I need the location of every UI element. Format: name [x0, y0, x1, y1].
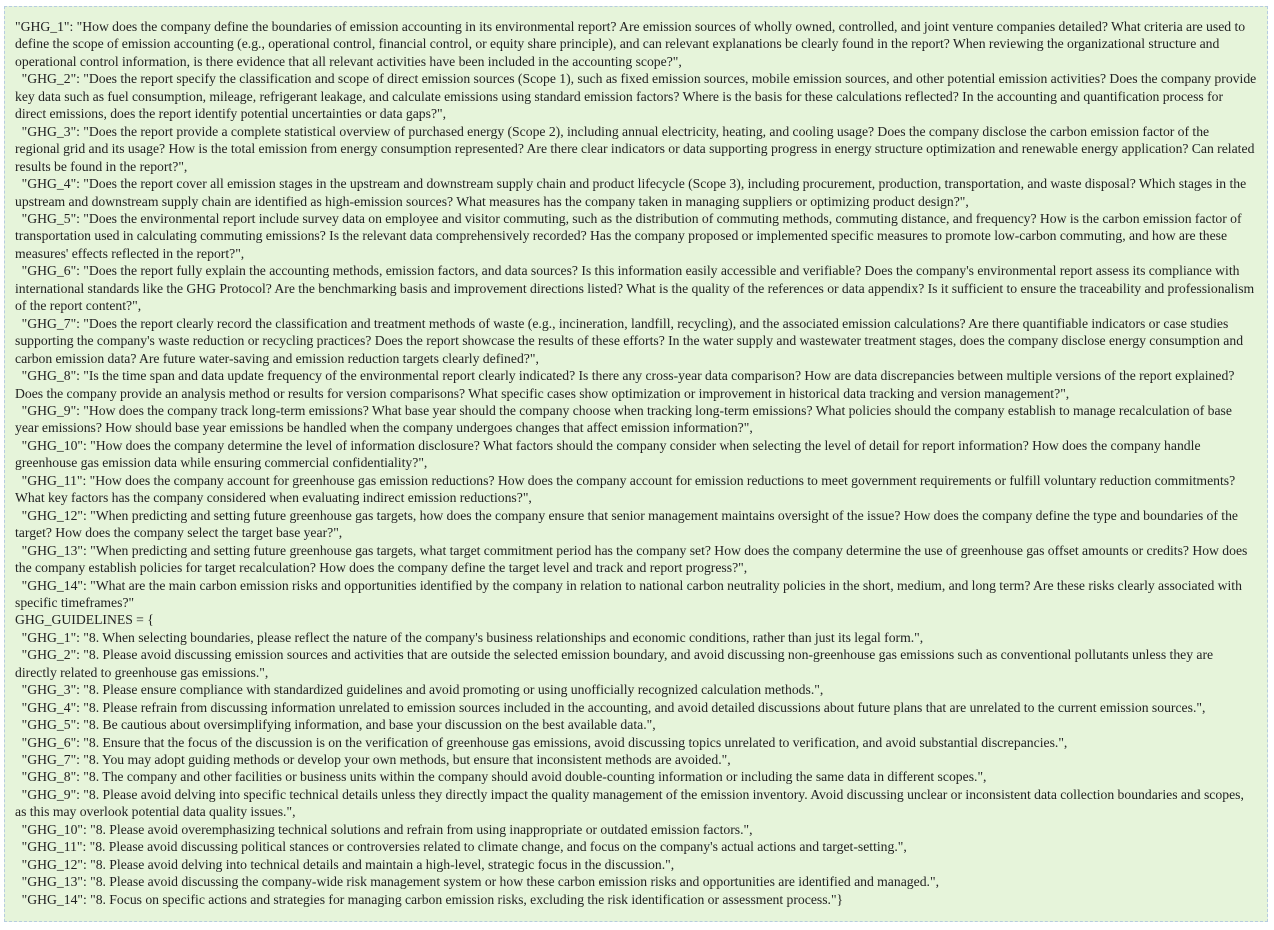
guidelines-header: GHG_GUIDELINES = { [15, 612, 154, 628]
guideline-entry: "GHG_12": "8. Please avoid delving into technical details and maintain a high-level, strategic focus in the discussion.", [15, 856, 675, 872]
code-text-panel [4, 6, 1268, 922]
question-entry: "GHG_4": "Does the report cover all emission stages in the upstream and downstream supply chain and product lifecycle (Scope 3), including procurement, production, transportation, and waste disposal? Which stages in the upstream and downstream supply chain are identified as high-emission sources? What measures has the company taken in managing suppliers or optimizing product design?", [15, 176, 1247, 209]
question-entry: "GHG_12": "When predicting and setting future greenhouse gas targets, how does the company ensure that senior management maintains oversight of the issue? How does the company define the type and boundaries of the target? How does the company select the target base year?", [15, 507, 1238, 541]
question-entry: "GHG_7": "Does the report clearly record the classification and treatment methods of waste (e.g., incineration, landfill, recycling), and the associated emission calculations? Are there quantifiable indicators or case studies supporting the company's waste reduction or recycling practices? Does the report showcase the results of these efforts? In the water supply and wastewater treatment stages, does the company disclose energy consumption and carbon emission data? Are future water-saving and emission reduction targets clearly defined?", [15, 315, 1244, 366]
question-entry: "GHG_9": "How does the company track long-term emissions? What base year should the company choose when tracking long-term emissions? What policies should the company establish to manage recalculation of base year emissions? How should base year emissions be handled when the company undergoes changes that affect emission information?", [15, 402, 1232, 436]
guideline-entry: "GHG_2": "8. Please avoid discussing emission sources and activities that are outside the selected emission boundary, and avoid discussing non-greenhouse gas emissions such as conventional pollutants unless they are directly related to greenhouse gas emissions.", [15, 647, 1214, 680]
questions-block [15, 18, 1257, 611]
question-entry: "GHG_3": "Does the report provide a complete statistical overview of purchased energy (Scope 2), including annual electricity, heating, and cooling usage? Does the company disclose the carbon emission factor of the regional grid and its usage? How is the total emission from energy consumption represented? Are there clear indicators or data supporting progress in energy structure optimization and renewable energy application? Can related results be found in the report?", [15, 123, 1255, 174]
question-entry: "GHG_5": "Does the environmental report include survey data on employee and visitor commuting, such as the distribution of commuting methods, commuting distance, and frequency? How is the carbon emission factor of transportation used in calculating commuting emissions? Is the relevant data comprehensively recorded? Has the company proposed or implemented specific measures to promote low-carbon commuting, and how are these measures' effects reflected in the report?", [15, 210, 1242, 261]
question-entry: "GHG_10": "How does the company determine the level of information disclosure? What factors should the company consider when selecting the level of detail for report information? How does the company handle greenhouse gas emission data while ensuring commercial confidentiality?", [15, 437, 1201, 471]
question-entry: "GHG_8": "Is the time span and data update frequency of the environmental report clearly indicated? Is there any cross-year data comparison? How are data discrepancies between multiple versions of the report explained? Does the company provide an analysis method or results for version comparisons? What specific cases show optimization or improvement in historical data tracking and version management?", [15, 368, 1235, 401]
guideline-entry: "GHG_6": "8. Ensure that the focus of the discussion is on the verification of greenhouse gas emissions, avoid discussing topics unrelated to verification, and avoid substantial discrepancies.", [15, 734, 1068, 750]
guideline-entry: "GHG_4": "8. Please refrain from discussing information unrelated to emission sources included in the accounting, and avoid detailed discussions about future plans that are unrelated to the current emission sources.", [15, 699, 1206, 715]
guideline-entry: "GHG_9": "8. Please avoid delving into specific technical details unless they directly impact the quality management of the emission inventory. Avoid discussing unclear or inconsistent data collection boundaries and scopes, as this may overlook potential data quality issues.", [15, 786, 1244, 820]
question-entry: "GHG_11": "How does the company account for greenhouse gas emission reductions? How does the company account for emission reductions to meet government requirements or fulfill voluntary reduction commitments? What key factors has the company considered when evaluating indirect emission reductions?", [15, 472, 1236, 506]
question-entry: "GHG_1": "How does the company define the boundaries of emission accounting in its environmental report? Are emission sources of wholly owned, controlled, and joint venture companies detailed? What criteria are used to define the scope of emission accounting (e.g., operational control, financial control, or equity share principle), and can relevant explanations be clearly found in the report? When reviewing the organizational structure and operational control information, is there evidence that all relevant activities have been included in the accounting scope?", [15, 19, 1246, 69]
guideline-entry: "GHG_11": "8. Please avoid discussing political stances or controversies related to climate change, and focus on the company's actual actions and target-setting.", [15, 839, 907, 855]
guideline-entry: "GHG_13": "8. Please avoid discussing the company-wide risk management system or how these carbon emission risks and opportunities are identified and managed.", [15, 874, 939, 890]
guidelines-block [15, 629, 1257, 908]
guideline-entry: "GHG_8": "8. The company and other facilities or business units within the company should avoid double-counting information or including the same data in different scopes.", [15, 769, 987, 785]
question-entry: "GHG_13": "When predicting and setting future greenhouse gas targets, what target commitment period has the company set? How does the company determine the use of greenhouse gas offset amounts or credits? How does the company establish policies for target recalculation? How does the company define the target level and track and report progress?", [15, 542, 1248, 576]
question-entry: "GHG_2": "Does the report specify the classification and scope of direct emission sources (Scope 1), such as fixed emission sources, mobile emission sources, and other potential emission activities? Does the company provide key data such as fuel consumption, mileage, refrigerant leakage, and calculate emissions using standard emission factors? Where is the basis for these calculations reflected? In the accounting and quantification process for direct emissions, does the report identify potential uncertainties or data gaps?", [15, 71, 1257, 122]
guideline-entry: "GHG_7": "8. You may adopt guiding methods or develop your own methods, but ensure that inconsistent methods are avoided.", [15, 752, 731, 768]
question-entry: "GHG_6": "Does the report fully explain the accounting methods, emission factors, and data sources? Is this information easily accessible and verifiable? Does the company's environmental report assess its compliance with international standards like the GHG Protocol? Are the benchmarking basis and improvement directions listed? What is the quality of the references or data appendix? Is it sufficient to ensure the traceability and professionalism of the report content?", [15, 263, 1255, 314]
guideline-entry: "GHG_10": "8. Please avoid overemphasizing technical solutions and refrain from using inappropriate or outdated emission factors.", [15, 821, 753, 837]
guideline-entry: "GHG_14": "8. Focus on specific actions and strategies for managing carbon emission risks, excluding the risk identification or assessment process."} [15, 891, 844, 907]
guideline-entry: "GHG_1": "8. When selecting boundaries, please reflect the nature of the company's business relationships and economic conditions, rather than just its legal form.", [15, 629, 924, 645]
question-entry: "GHG_14": "What are the main carbon emission risks and opportunities identified by the company in relation to national carbon neutrality policies in the short, medium, and long term? Are these risks clearly associated with specific timeframes?" [15, 577, 1242, 610]
guideline-entry: "GHG_5": "8. Be cautious about oversimplifying information, and base your discussion on the best available data.", [15, 717, 656, 733]
guideline-entry: "GHG_3": "8. Please ensure compliance with standardized guidelines and avoid promoting or using unofficially recognized calculation methods.", [15, 682, 824, 698]
